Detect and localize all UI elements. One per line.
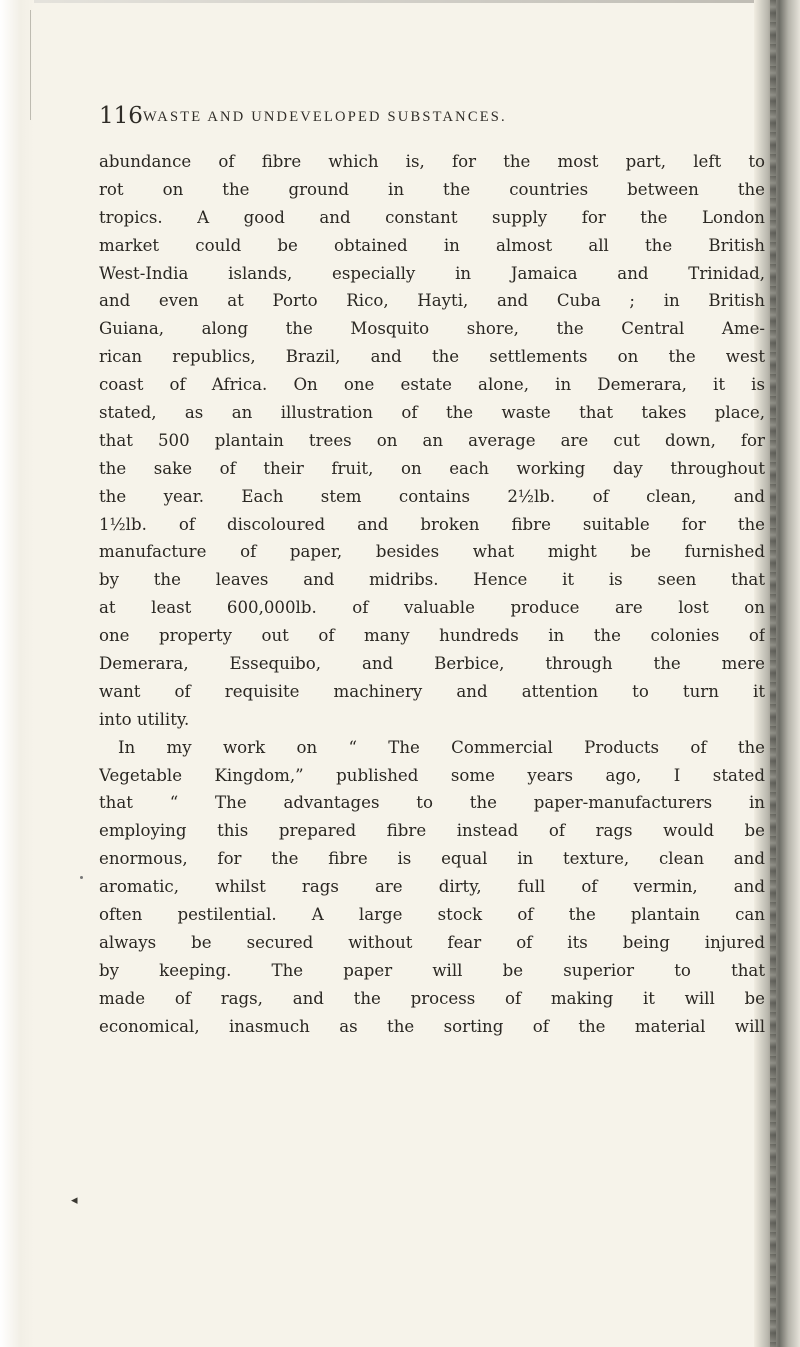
text-line: at least 600,000lb. of valuable produce are lost on <box>99 598 765 618</box>
text-line: often pestilential. A large stock of the plantain can <box>99 905 765 925</box>
text-line: Guiana, along the Mosquito shore, the Central Ame- <box>99 319 765 339</box>
running-head <box>99 98 739 134</box>
text-line: market could be obtained in almost all the British <box>99 235 765 255</box>
text-line: manufacture of paper, besides what might be furnished <box>99 542 765 562</box>
running-head-title: WASTE AND UNDEVELOPED SUBSTANCES. <box>143 109 507 125</box>
page-number: 116 <box>99 103 143 129</box>
text-line: employing this prepared fibre instead of rags would be <box>99 821 765 841</box>
text-line: tropics. A good and constant supply for the London <box>99 207 765 227</box>
text-line: the year. Each stem contains 2½lb. of clean, and <box>99 486 765 506</box>
text-line: rican republics, Brazil, and the settlements on the west <box>99 347 765 367</box>
margin-mark-icon: ◂ <box>71 1193 78 1208</box>
margin-dot <box>80 876 83 879</box>
text-line: West-India islands, especially in Jamaica and Trinidad, <box>99 263 765 283</box>
text-line: that “ The advantages to the paper-manufacturers in <box>99 793 765 813</box>
page-gutter <box>0 0 34 1347</box>
text-line: economical, inasmuch as the sorting of the material will <box>99 1016 765 1036</box>
text-line: always be secured without fear of its being injured <box>99 932 765 952</box>
text-line: and even at Porto Rico, Hayti, and Cuba ; in British <box>99 291 765 311</box>
body-text <box>99 148 765 1041</box>
text-line: enormous, for the fibre is equal in texture, clean and <box>99 849 765 869</box>
text-line: stated, as an illustration of the waste that takes place, <box>99 403 765 423</box>
text-line: want of requisite machinery and attention to turn it <box>99 681 765 701</box>
text-line: aromatic, whilst rags are dirty, full of vermin, and <box>99 877 765 897</box>
paragraph-start-line: In my work on “ The Commercial Products of the <box>118 737 765 757</box>
text-line: made of rags, and the process of making it will be <box>99 988 765 1008</box>
text-line: by keeping. The paper will be superior to that <box>99 960 765 980</box>
text-line: Vegetable Kingdom,” published some years ago, I stated <box>99 765 765 785</box>
text-line: by the leaves and midribs. Hence it is seen that <box>99 570 765 590</box>
gutter-line <box>30 10 31 120</box>
top-edge <box>0 0 800 3</box>
text-line: rot on the ground in the countries between the <box>99 179 765 199</box>
text-line: coast of Africa. On one estate alone, in Demerara, it is <box>99 375 765 395</box>
text-line: Demerara, Essequibo, and Berbice, through the mere <box>99 654 765 674</box>
text-line: one property out of many hundreds in the colonies of <box>99 626 765 646</box>
text-line: abundance of fibre which is, for the most part, left to <box>99 152 765 171</box>
paragraph-end-line: into utility. <box>99 709 190 729</box>
text-line: 1½lb. of discoloured and broken fibre suitable for the <box>99 514 765 534</box>
text-line: that 500 plantain trees on an average are cut down, for <box>99 430 765 450</box>
text-line: the sake of their fruit, on each working day throughout <box>99 458 765 478</box>
